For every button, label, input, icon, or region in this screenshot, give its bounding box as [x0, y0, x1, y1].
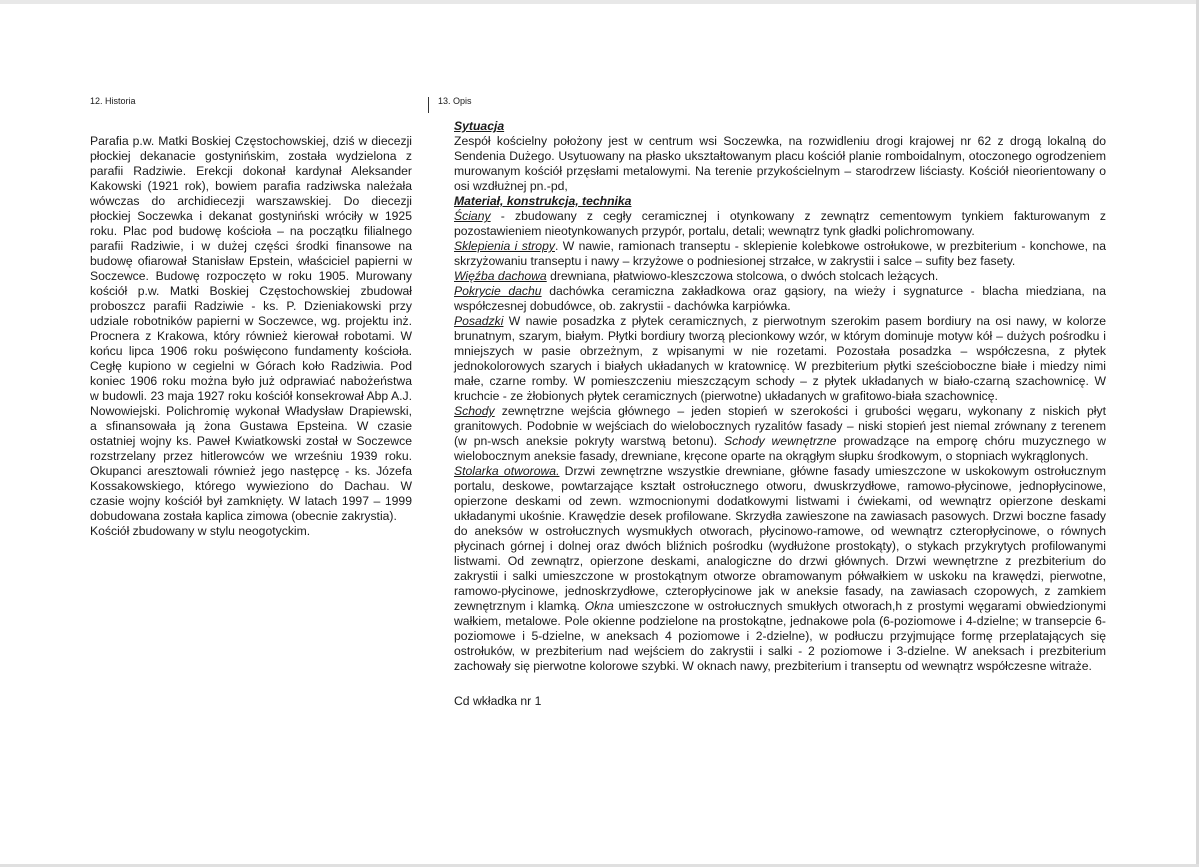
walls-term: Ściany	[454, 209, 491, 223]
scan-edge-top	[0, 0, 1199, 4]
stairs-term: Schody	[454, 404, 495, 418]
joinery-text: Drzwi zewnętrzne wszystkie drewniane, główne fasady umieszczone w uskokowym ostrołucznym portalu, deskowe, powtarzające kształt ostrołucznego otworu, dwuskrzydłowe, ramowo-płycinowe, jednopłycinowe, opierzone deskami od zewn. wzmocnionymi dodatkowymi listwami i ćwiekami, od wewnątrz opierzone deskami układanymi ukośnie. Krawędzie desek profilowane. Skrzydła zawieszone na zawiasach pasowych. Drzwi boczne fasady do aneksów w ostrołucznych wysmukłych otworach, płycinowo-ramowe, od wewnątrz czteropłycinowe, o równych płycinach górnej i dolnej oraz dwóch bliźnich pośrodku (wydłużone prostokąty), o stykach przykrytych profilowanymi listwami. Od zewnątrz, opierzone deskami, analogiczne do drzwi głównych. Drzwi wewnętrzne z prezbiterium do zakrystii i salki umieszczone w prostokątnym otworze obramowanym półwałkiem w uskoku na krawędzi, pierwotne, ramowo-płycinowe, jednoskrzydłowe, czteropłycinowe jak w aneksie fasady, na zawiasach czopowych, z zamkiem zewnętrznym i klamką.	[454, 464, 1106, 613]
floors-term: Posadzki	[454, 314, 504, 328]
walls-text: - zbudowany z cegły ceramicznej i otynkowany z zewnątrz cementowym tynkiem fakturowanym z pozostawieniem nieotynkowanych przypór, portalu, detali; wewnątrz tynk gładki polichromowany.	[454, 209, 1106, 238]
vaults-term: Sklepienia i stropy	[454, 239, 555, 253]
history-column	[90, 95, 412, 539]
floors-text: W nawie posadzka z płytek ceramicznych, z pierwotnym szerokim pasem bordiury na osi nawy, w kolorze brunatnym, szarym, białym. Płytki bordiury tworzą plecionkowy wzór, w którym dominuje motyw kół – dużych pośrodku i mniejszych w pasie obrzeżnym, z wpisanymi w nie rozetami. Pozostała posadzka – współczesna, z płytek jednokolorowych szarych i białych układanych w kratownicę. W prezbiterium płytki sześcioboczne białe i miedzy nimi małe, czarne romby. W pomieszczeniu mieszczącym schody – z płytek układanych w biało-czarną szachownicę. W kruchcie - ze żłobionych płytek ceramicznych (pierwotne) układanych w grafitowo-biała szachownicę.	[454, 314, 1106, 403]
history-heading: 12. Historia	[90, 96, 136, 106]
joinery-term: Stolarka otworowa.	[454, 464, 560, 478]
stairs-text: zewnętrzne wejścia głównego – jeden stopień w szerokości i grubości węgaru, wykonany z niskich płyt granitowych. Podobnie w wejściach do wielobocznych ryzalitów fasady – niski stopień jest niemal zrównany z terenem (w pn-wsch aneksie pokryty warstwą betonu).	[454, 404, 1106, 448]
windows-term: Okna	[584, 599, 614, 613]
vaults-text: . W nawie, ramionach transeptu - sklepienie kolebkowe ostrołukowe, w prezbiterium - konchowe, na skrzyżowaniu transeptu i nawy – krzyżowe o podniesionej strzałce, w zakrystii i salce – sufity bez fasety.	[454, 239, 1106, 268]
situation-block	[438, 119, 1106, 674]
roof-truss-term: Więźba dachowa	[454, 269, 547, 283]
history-paragraph: Parafia p.w. Matki Boskiej Częstochowskiej, dziś w diecezji płockiej dekanacie gostynińskim, została wydzielona z parafii Radziwie. Erekcji dokonał kardynał Aleksander Kakowski (1921 rok), bowiem parafia radziwska należała wówczas do archidiecezji warszawskiej. Do diecezji płockiej Soczewka i dekanat gostyniński wróciły w 1925 roku. Plac pod budowę kościoła – na początku filialnego parafii Radziwie, i w dużej części środki finansowe na budowę ofiarował Stanisław Epstein, właściciel papierni w Soczewce. Budowę rozpoczęto w roku 1905. Murowany kościół p.w. Matki Boskiej Częstochowskiej zbudował proboszcz parafii Radziwie - ks. P. Dzieniakowski przy udziale robotników papierni w Soczewce, wg. projektu inż. Procnera z Krakowa, który również kierował robotami. W końcu lipca 1906 roku poświęcono fundamenty kościoła. Cegłę kupiono w cegielni w Górach koło Radziwia. Pod koniec 1906 roku można było już odprawiać nabożeństwa w budowli. 23 maja 1927 roku kościół konsekrował Abp A.J. Nowowiejski. Polichromię wykonał Władysław Drapiewski, a sfinansowała ją żona Gustawa Epsteina. W czasie ostatniej wojny ks. Paweł Kwiatkowski został w Soczewce rozstrzelany przez hitlerowców we wrześniu 1939 roku. Okupanci aresztowali również jego następcę - ks. Józefa Kossakowskiego, którego wywieziono do Dachau. W czasie wojny kościół był zamknięty. W latach 1997 – 1999 dobudowana została kaplica zimowa (obecnie zakrystia).	[90, 134, 412, 523]
material-title: Materiał, konstrukcja, technika	[454, 194, 632, 208]
windows-text: umieszczone w ostrołucznych smukłych otworach,h z prostymi węgarami obwiedzionymi wałkiem, metalowe. Pole okienne podzielone na prostokątne, jednakowe pola (6-poziomowe i 4-dzielne; w transepcie 6-poziomowe i 5-dzielne, w aneksach 4 poziomowe i 2-dzielne), w podłuczu przyjmujące formę przeplatających się ostrołuków, w prezbiterium nad wejściem do zakrystii i salki - 2 poziomowe i 3-dzielne. W aneksach i prezbiterium zachowały się pierwotne kolorowe szybki. W oknach nawy, prezbiterium i transeptu od wewnątrz współczesne witraże.	[454, 599, 1106, 673]
history-style-paragraph: Kościół zbudowany w stylu neogotyckim.	[90, 524, 311, 538]
situation-title: Sytuacja	[454, 119, 505, 133]
description-heading: 13. Opis	[438, 96, 472, 106]
roofing-term: Pokrycie dachu	[454, 284, 542, 298]
continuation-note: Cd wkładka nr 1	[454, 694, 542, 708]
inner-stairs-text: prowadzące na emporę chóru muzycznego w wielobocznym aneksie fasady, drewniane, kręcone oparte na okrągłym słupku środkowym, o stopniach wykrąglonych.	[454, 434, 1106, 463]
roof-truss-text: drewniana, płatwiowo-kleszczowa stolcowa, o dwóch stolcach leżących.	[546, 269, 939, 283]
column-divider	[428, 97, 429, 113]
situation-text: Zespół kościelny położony jest w centrum wsi Soczewka, na rozwidleniu drogi krajowej nr 62 z drogą lokalną do Sendenia Dużego. Usytuowany na płasko ukształtowanym placu kościół planie romboidalnym, otoczonego ogrodzeniem murowanym kościół przęsłami metalowymi. Na terenie przykościelnym – starodrzew liściasty. Kościół nieorientowany o osi wzdłużnej pn.-pd,	[454, 134, 1106, 193]
description-column	[438, 95, 1106, 708]
roofing-text: dachówka ceramiczna zakładkowa oraz gąsiory, na wieży i sygnaturce - blacha miedziana, na współczesnej dobudówce, ob. zakrystii - dachówka karpiówka.	[454, 284, 1106, 313]
inner-stairs-term: Schody wewnętrzne	[724, 434, 837, 448]
